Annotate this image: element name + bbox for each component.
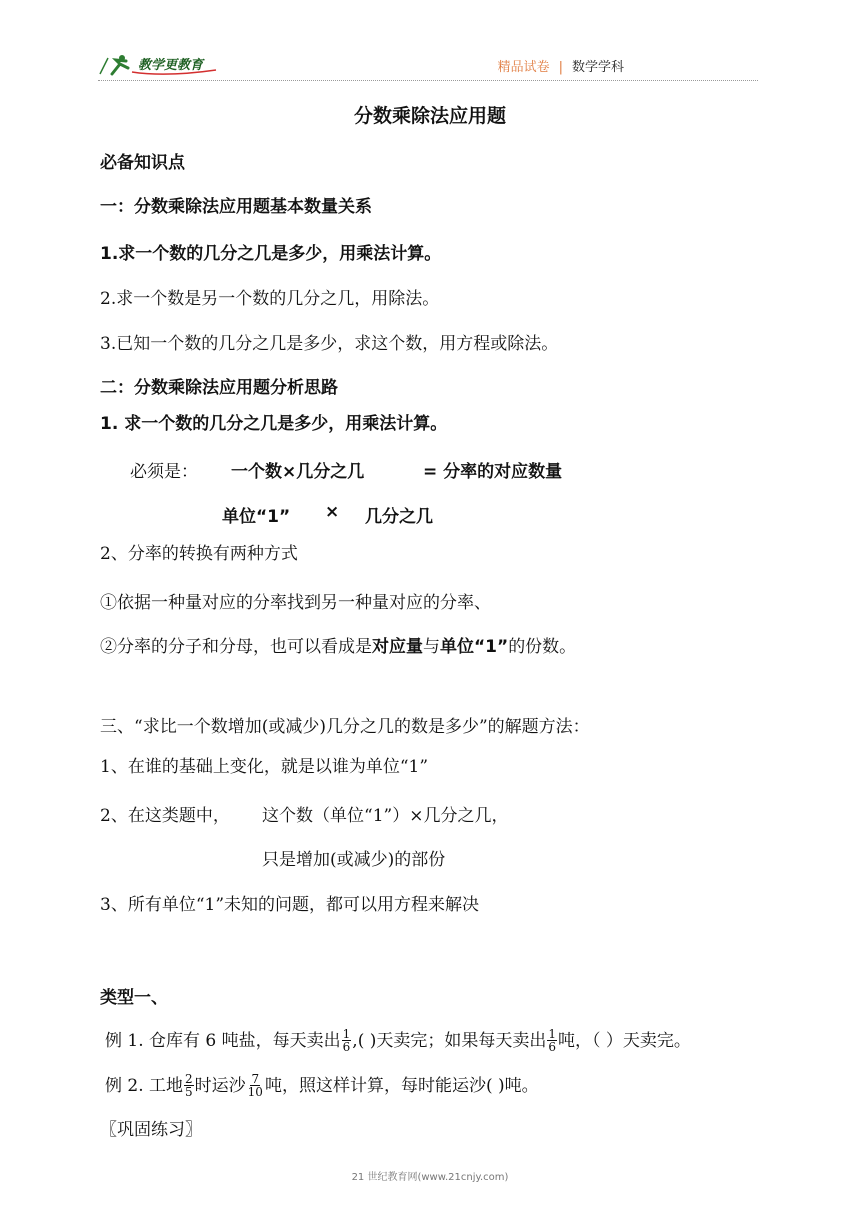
analysis-point-1: 1. 求一个数的几分之几是多少，用乘法计算。 (100, 414, 448, 434)
formula-fraction: 几分之几 (365, 507, 433, 527)
method-point-1: 1、在谁的基础上变化，就是以谁为单位“1” (100, 757, 429, 777)
method-point-3: 3、所有单位“1”未知的问题，都可以用方程来解决 (100, 895, 480, 915)
conversion-heading: 2、分率的转换有两种方式 (100, 544, 298, 564)
runner-icon (98, 52, 218, 78)
fraction: $\frac{2}{5}$ (185, 1072, 193, 1099)
method-point-2-note: 只是增加(或减少)的部份 (262, 850, 446, 870)
header-info (498, 56, 624, 75)
page-title: 分数乘除法应用题 (353, 105, 506, 127)
section-heading-analysis: 二：分数乘除法应用题分析思路 (100, 378, 338, 398)
logo-text: 教学更教育 (138, 58, 204, 73)
point-1: 1.求一个数的几分之几是多少，用乘法计算。 (100, 244, 442, 264)
conversion-way-1: ①依据一种量对应的分率找到另一种量对应的分率、 (100, 593, 491, 613)
formula-right: = 分率的对应数量 (423, 462, 563, 482)
method-point-2-detail: 这个数（单位“1”）×几分之几， (262, 806, 509, 826)
fraction: $\frac{1}{6}$ (342, 1027, 351, 1054)
point-2: 2.求一个数是另一个数的几分之几，用除法。 (100, 289, 440, 309)
formula-prefix: 必须是： (130, 462, 198, 482)
fraction: $\frac{7}{10}$ (247, 1072, 263, 1099)
example-2: 例 2. 工地 $\frac{2}{5}$ 时运沙 $\frac{7}{10}$ 吨，照这样计算，每时能运沙( )吨。 (105, 1072, 539, 1099)
formula-unit: 单位“1” (222, 507, 291, 527)
fraction: $\frac{1}{6}$ (548, 1027, 557, 1054)
type-heading: 类型一、 (100, 988, 168, 1008)
formula-left: 一个数×几分之几 (231, 462, 365, 482)
point-3: 3.已知一个数的几分之几是多少，求这个数，用方程或除法。 (100, 334, 559, 354)
section-heading-knowledge: 必备知识点 (100, 153, 185, 173)
header-divider (98, 80, 758, 81)
conversion-way-2: ②分率的分子和分母，也可以看成是对应量与单位“1”的份数。 (100, 637, 577, 657)
method-heading: 三、“求比一个数增加(或减少)几分之几的数是多少”的解题方法： (100, 717, 590, 737)
formula-times: × (325, 502, 340, 522)
method-point-2: 2、在这类题中， (100, 806, 230, 826)
header-separator: | (558, 60, 563, 75)
header-tag: 精品试卷 (497, 60, 550, 75)
practice-heading: 〖巩固练习〗 (100, 1120, 202, 1140)
example-1: 例 1. 仓库有 6 吨盐，每天卖出 $\frac{1}{6}$ ,( )天卖完；如果每天卖出 $\frac{1}{6}$ 吨，（ ）天卖完。 (105, 1027, 691, 1054)
publisher-logo (98, 52, 218, 78)
header-subject: 数学学科 (571, 60, 624, 75)
section-heading-relations: 一：分数乘除法应用题基本数量关系 (100, 197, 372, 217)
page-footer: 21 世纪教育网(www.21cnjy.com) (351, 1172, 509, 1183)
